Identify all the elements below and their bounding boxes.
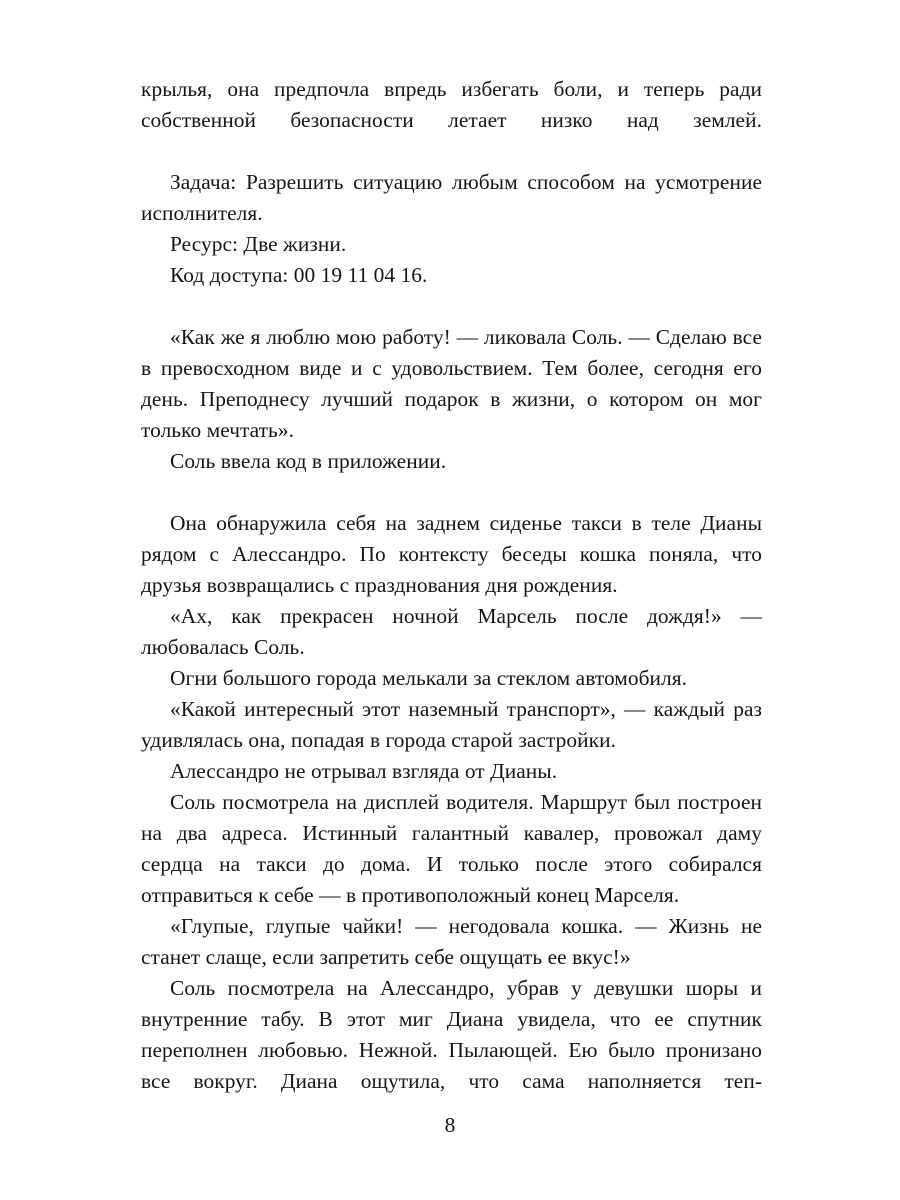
section-break (141, 136, 762, 167)
paragraph-marseille-rain: «Ах, как прекрасен ночной Марсель после дождя!» — любовалась Соль. (141, 604, 762, 659)
paragraph-blinders-removed: Соль посмотрела на Алессандро, убрав у девушки шоры и внутренние табу. В этот миг Диана увидела, что ее спутник переполнен любовью. Нежной. Пылающей. Ею было пронизано все вокруг. Диана ощутила, что сама наполняется теп- (141, 976, 762, 1093)
section-break (141, 291, 762, 322)
paragraph-ground-transport: «Какой интересный этот наземный транспорт», — каждый раз удивлялась она, попадая в города старой застройки. (141, 697, 762, 752)
paragraph-alessandro-gaze: Алессандро не отрывал взгляда от Дианы. (170, 759, 558, 783)
page-number: 8 (444, 1113, 456, 1137)
paragraph-sol-entered-code: Соль ввела код в приложении. (170, 449, 447, 473)
paragraph-carryover: крылья, она предпочла впредь избегать боли, и теперь ради собственной безопасности летает низко над землей. (141, 77, 762, 132)
paragraph-resource: Ресурс: Две жизни. (170, 232, 347, 256)
paragraph-stupid-seagulls: «Глупые, глупые чайки! — негодовала кошка. — Жизнь не станет слаще, если запретить себе ощущать ее вкус!» (141, 914, 762, 969)
section-break (141, 477, 762, 508)
paragraph-access-code: Код доступа: 00 19 11 04 16. (170, 263, 428, 287)
paragraph-driver-display: Соль посмотрела на дисплей водителя. Маршрут был построен на два адреса. Истинный галантный кавалер, провожал даму сердца на такси до дома. И только после этого собирался отправиться к себе — в противоположный конец Марселя. (141, 790, 762, 907)
paragraph-task: Задача: Разрешить ситуацию любым способом на усмотрение исполнителя. (141, 170, 762, 225)
text-column (141, 74, 762, 1097)
paragraph-city-lights: Огни большого города мелькали за стеклом автомобиля. (170, 666, 688, 690)
paragraph-taxi-back-seat: Она обнаружила себя на заднем сиденье такси в теле Дианы рядом с Алессандро. По контексту беседы кошка поняла, что друзья возвращались с празднования дня рождения. (141, 511, 762, 597)
paragraph-sol-loves-work: «Как же я люблю мою работу! — ликовала Соль. — Сделаю все в превосходном виде и с удовольствием. Тем более, сегодня его день. Преподнесу лучший подарок в жизни, о котором он мог только мечтать». (141, 325, 762, 442)
